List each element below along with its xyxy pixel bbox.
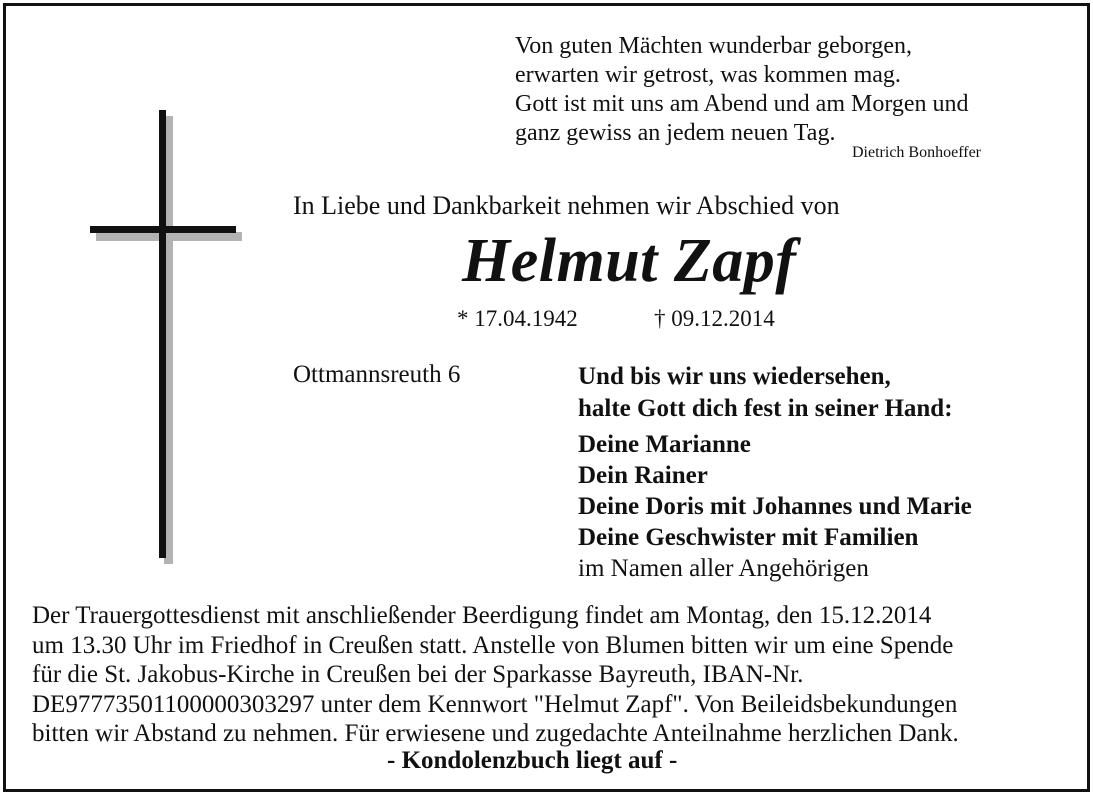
verse-block <box>578 361 953 425</box>
verse-line: Und bis wir uns wiedersehen, <box>578 363 891 390</box>
mourner: Deine Marianne <box>578 431 751 458</box>
death-date: † 09.12.2014 <box>654 306 775 331</box>
notice-line: für die St. Jakobus-Kirche in Creußen bei der Sparkasse Bayreuth, IBAN-Nr. <box>32 661 804 688</box>
notice-line: DE97773501100000303297 unter dem Kennwort "Helmut Zapf". Von Beileidsbekundungen <box>32 690 958 718</box>
funeral-notice <box>32 601 959 749</box>
quote-author: Dietrich Bonhoeffer <box>852 144 981 161</box>
obituary-frame <box>3 3 1090 792</box>
notice-line: bitten wir Abstand zu nehmen. Für erwiesene und zugedachte Anteilnahme herzlichen Dank. <box>32 720 959 747</box>
mourners-footer: im Namen aller Angehörigen <box>578 555 869 582</box>
quote-block <box>515 32 969 148</box>
mourners-block <box>578 429 972 584</box>
quote-line: ganz gewiss an jedem neuen Tag. <box>515 120 836 146</box>
quote-line: Gott ist mit uns am Abend und am Morgen und <box>515 91 969 117</box>
deceased-name: Helmut Zapf <box>462 227 797 295</box>
condolence-book-note: - Kondolenzbuch liegt auf - <box>387 747 678 774</box>
verse-line: halte Gott dich fest in seiner Hand: <box>578 395 953 422</box>
quote-line: erwarten wir getrost, was kommen mag. <box>515 62 901 88</box>
notice-line: um 13.30 Uhr im Friedhof in Creußen statt. Anstelle von Blumen bitten wir um eine Spende <box>32 631 954 659</box>
birth-date: * 17.04.1942 <box>457 306 578 331</box>
mourner: Deine Geschwister mit Familien <box>578 524 919 551</box>
mourner: Dein Rainer <box>578 462 708 489</box>
mourner: Deine Doris mit Johannes und Marie <box>578 493 972 520</box>
farewell-intro: In Liebe und Dankbarkeit nehmen wir Abschied von <box>293 191 840 220</box>
quote-line: Von guten Mächten wunderbar geborgen, <box>515 33 913 59</box>
notice-line: Der Trauergottesdienst mit anschließender Beerdigung findet am Montag, den 15.12.2014 <box>32 602 932 629</box>
address: Ottmannsreuth 6 <box>293 361 461 388</box>
